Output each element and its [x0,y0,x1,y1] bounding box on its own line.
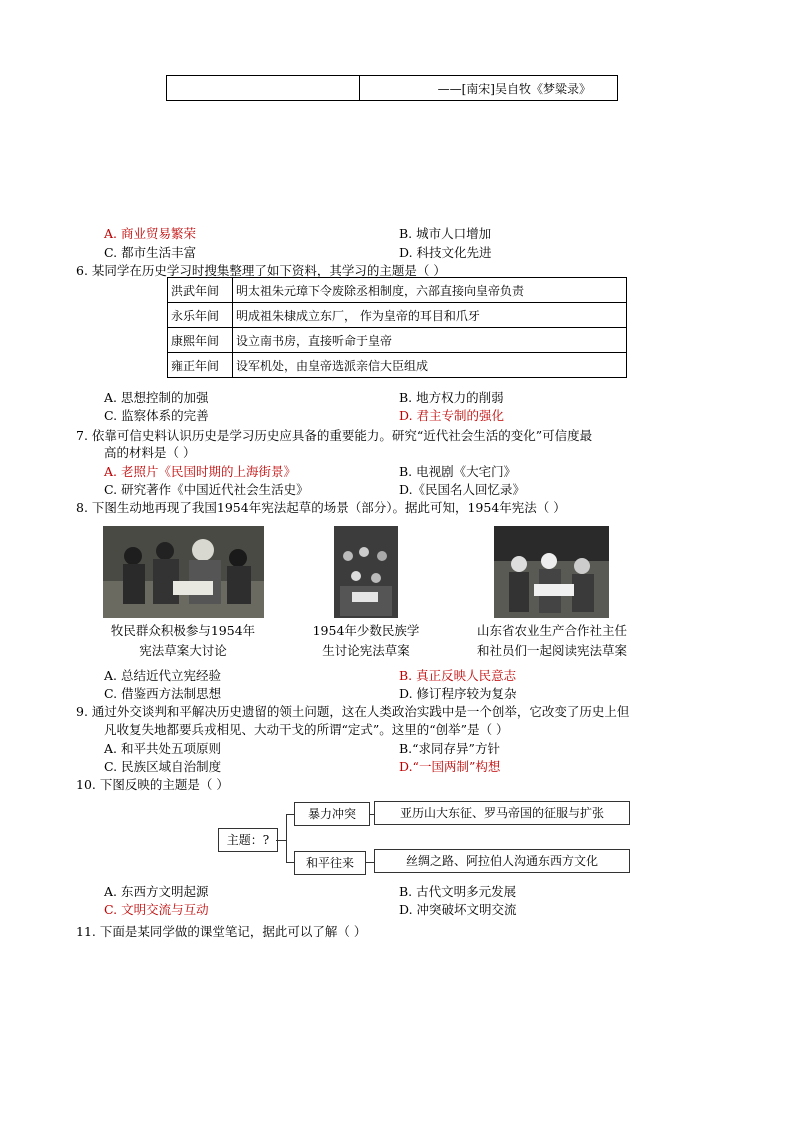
q10-option-d[interactable]: D. 冲突破坏文明交流 [399,902,517,917]
q7-stem-line1: 7. 依靠可信史料认识历史是学习历史应具备的重要能力。研究“近代社会生活的变化”可信度最 [76,428,593,443]
connector-line [365,862,374,863]
source-citation: ——[南宋]吴自牧《梦粱录》 [360,76,618,101]
q6-option-c[interactable]: C. 监察体系的完善 [104,408,209,423]
connector-line [286,814,294,815]
caption-herdsmen [88,621,278,661]
q11-stem: 11. 下面是某同学做的课堂笔记，据此可以了解（ ） [76,924,367,939]
photo-farmers-reading [494,526,609,618]
q9-option-d[interactable]: D.“一国两制”构想 [399,759,501,774]
q7-stem-line2: 高的材料是（ ） [104,445,196,460]
q5-option-b[interactable]: B. 城市人口增加 [399,226,492,241]
diagram-leaf-violent: 亚历山大东征、罗马帝国的征服与扩张 [374,801,630,825]
q6-event: 明太祖朱元璋下令废除丞相制度，六部直接向皇帝负责 [233,278,627,303]
q6-event: 设军机处，由皇帝选派亲信大臣组成 [233,353,627,378]
q10-option-a[interactable]: A. 东西方文明起源 [104,884,209,899]
q9-stem-line1: 9. 通过外交谈判和平解决历史遗留的领土问题，这在人类政治实践中是一个创举，它改变了历史上但 [76,704,630,719]
table-row [168,328,627,353]
q6-option-d[interactable]: D. 君主专制的强化 [399,408,505,423]
q6-option-a[interactable]: A. 思想控制的加强 [104,390,209,405]
caption-farmers [456,621,648,661]
q7-option-b[interactable]: B. 电视剧《大宅门》 [399,464,517,479]
q6-event: 设立南书房，直接听命于皇帝 [233,328,627,353]
q10-option-c[interactable]: C. 文明交流与互动 [104,902,209,917]
q5-option-d[interactable]: D. 科技文化先进 [399,245,492,260]
table-row [168,278,627,303]
diagram-branch-peaceful: 和平往来 [294,851,366,875]
caption-line: 山东省农业生产合作社主任 [476,623,627,638]
q7-option-c[interactable]: C. 研究著作《中国近代社会生活史》 [104,482,309,497]
connector-line [286,814,287,863]
source-left-cell [167,76,360,101]
q9-option-b[interactable]: B.“求同存异”方针 [399,741,500,756]
diagram-root: 主题：? [218,828,278,852]
q6-era: 雍正年间 [168,353,233,378]
caption-students [296,621,436,661]
caption-line: 生讨论宪法草案 [322,643,410,658]
caption-line: 和社员们一起阅读宪法草案 [476,643,627,658]
q5-option-c[interactable]: C. 都市生活丰富 [104,245,197,260]
table-row [168,353,627,378]
photo-herdsmen-discussion [103,526,264,618]
q8-option-b[interactable]: B. 真正反映人民意志 [399,668,517,683]
q8-option-d[interactable]: D. 修订程序较为复杂 [399,686,517,701]
photo-students-discussion [334,526,398,618]
connector-line [276,840,286,841]
caption-line: 牧民群众积极参与1954年 [110,623,256,638]
source-table [166,75,618,101]
q8-option-a[interactable]: A. 总结近代立宪经验 [104,668,221,683]
q6-era: 康熙年间 [168,328,233,353]
q10-stem: 10. 下图反映的主题是（ ） [76,777,229,792]
q6-era: 永乐年间 [168,303,233,328]
q8-option-c[interactable]: C. 借鉴西方法制思想 [104,686,222,701]
q6-table [167,277,627,378]
q6-option-b[interactable]: B. 地方权力的削弱 [399,390,504,405]
connector-line [286,862,294,863]
q9-option-c[interactable]: C. 民族区域自治制度 [104,759,222,774]
q6-stem: 6. 某同学在历史学习时搜集整理了如下资料，其学习的主题是（ ） [76,263,446,278]
q7-option-d[interactable]: D.《民国名人回忆录》 [399,482,526,497]
q5-option-a[interactable]: A. 商业贸易繁荣 [104,226,196,241]
table-row [168,303,627,328]
q6-era: 洪武年间 [168,278,233,303]
caption-line: 宪法草案大讨论 [139,643,227,658]
q9-stem-line2: 凡收复失地都要兵戎相见、大动干戈的所谓“定式”。这里的“创举”是（ ） [104,722,509,737]
diagram-branch-violent: 暴力冲突 [294,802,370,826]
diagram-leaf-peaceful: 丝绸之路、阿拉伯人沟通东西方文化 [374,849,630,873]
q6-event: 明成祖朱棣成立东厂， 作为皇帝的耳目和爪牙 [233,303,627,328]
q10-option-b[interactable]: B. 古代文明多元发展 [399,884,517,899]
q7-option-a[interactable]: A. 老照片《民国时期的上海街景》 [104,464,296,479]
q8-stem: 8. 下图生动地再现了我国1954年宪法起草的场景（部分）。据此可知，1954年宪法（ ） [76,500,566,515]
caption-line: 1954年少数民族学 [312,623,420,638]
q9-option-a[interactable]: A. 和平共处五项原则 [104,741,221,756]
